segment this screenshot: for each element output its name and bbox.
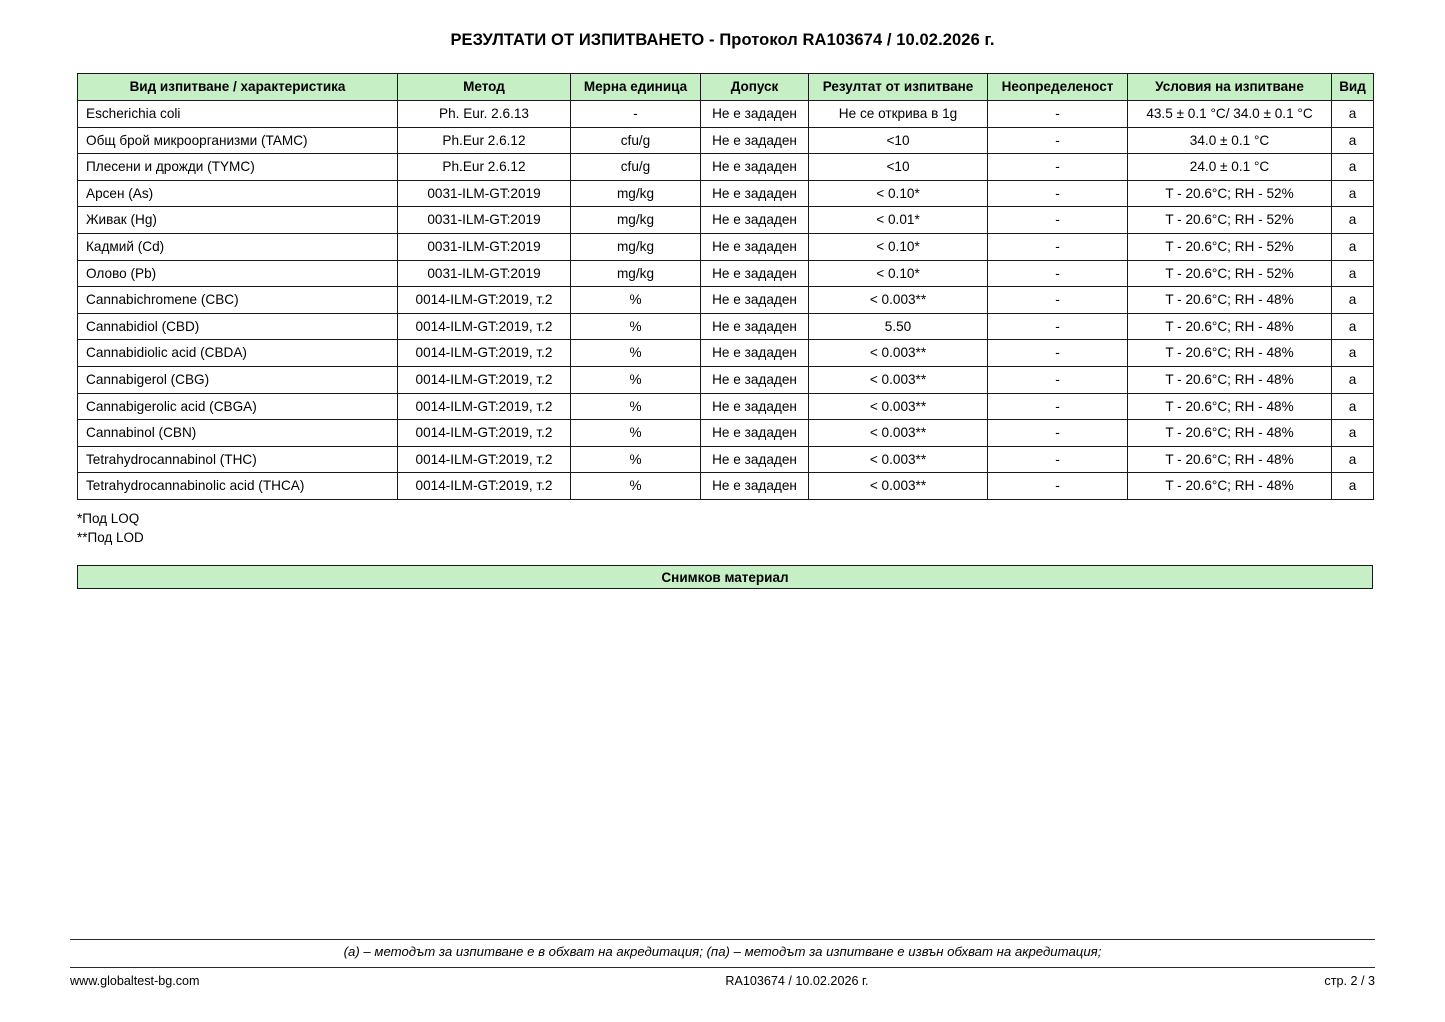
cell-uncertainty: -: [988, 313, 1128, 340]
cell-method: 0014-ILM-GT:2019, т.2: [398, 287, 571, 314]
cell-method: Ph.Eur 2.6.12: [398, 127, 571, 154]
cell-kind: а: [1332, 287, 1374, 314]
cell-test-type: Cannabinol (CBN): [78, 420, 398, 447]
cell-method: Ph.Eur 2.6.12: [398, 154, 571, 181]
column-header-unit: Мерна единица: [571, 74, 701, 101]
cell-result: < 0.10*: [809, 233, 988, 260]
table-row: [78, 233, 1374, 260]
cell-tolerance: Не е зададен: [701, 473, 809, 500]
cell-result: < 0.10*: [809, 180, 988, 207]
cell-unit: cfu/g: [571, 154, 701, 181]
cell-result: < 0.003**: [809, 340, 988, 367]
page-title: РЕЗУЛТАТИ ОТ ИЗПИТВАНЕТО - Протокол RA103674 / 10.02.2026 г.: [450, 31, 995, 49]
cell-test-type: Cannabigerolic acid (CBGA): [78, 393, 398, 420]
cell-test-type: Арсен (As): [78, 180, 398, 207]
cell-tolerance: Не е зададен: [701, 393, 809, 420]
photo-material-area: [77, 596, 1373, 926]
cell-conditions: 43.5 ± 0.1 °C/ 34.0 ± 0.1 °C: [1128, 101, 1332, 128]
cell-unit: mg/kg: [571, 260, 701, 287]
footnote-lod: **Под LOD: [77, 529, 144, 545]
cell-kind: а: [1332, 473, 1374, 500]
column-header-tolerance: Допуск: [701, 74, 809, 101]
cell-method: 0031-ILM-GT:2019: [398, 207, 571, 234]
cell-kind: а: [1332, 340, 1374, 367]
cell-uncertainty: -: [988, 473, 1128, 500]
table-header: [78, 74, 1374, 101]
cell-test-type: Общ брой микроорганизми (TAMC): [78, 127, 398, 154]
cell-method: Ph. Eur. 2.6.13: [398, 101, 571, 128]
cell-unit: %: [571, 420, 701, 447]
table-row: [78, 393, 1374, 420]
cell-tolerance: Не е зададен: [701, 446, 809, 473]
cell-method: 0031-ILM-GT:2019: [398, 180, 571, 207]
cell-unit: cfu/g: [571, 127, 701, 154]
cell-test-type: Кадмий (Cd): [78, 233, 398, 260]
cell-test-type: Tetrahydrocannabinol (THC): [78, 446, 398, 473]
table-row: [78, 287, 1374, 314]
cell-uncertainty: -: [988, 154, 1128, 181]
cell-result: < 0.003**: [809, 287, 988, 314]
cell-kind: а: [1332, 260, 1374, 287]
table-row: [78, 207, 1374, 234]
cell-tolerance: Не е зададен: [701, 260, 809, 287]
cell-tolerance: Не е зададен: [701, 420, 809, 447]
cell-uncertainty: -: [988, 393, 1128, 420]
column-header-conditions: Условия на изпитване: [1128, 74, 1332, 101]
cell-conditions: T - 20.6°C; RH - 48%: [1128, 287, 1332, 314]
cell-tolerance: Не е зададен: [701, 180, 809, 207]
cell-uncertainty: -: [988, 446, 1128, 473]
cell-method: 0014-ILM-GT:2019, т.2: [398, 446, 571, 473]
table-row: [78, 154, 1374, 181]
cell-result: Не се открива в 1g: [809, 101, 988, 128]
cell-conditions: T - 20.6°C; RH - 48%: [1128, 366, 1332, 393]
cell-kind: а: [1332, 101, 1374, 128]
cell-unit: mg/kg: [571, 207, 701, 234]
cell-uncertainty: -: [988, 207, 1128, 234]
cell-tolerance: Не е зададен: [701, 207, 809, 234]
cell-conditions: T - 20.6°C; RH - 52%: [1128, 180, 1332, 207]
cell-kind: а: [1332, 127, 1374, 154]
cell-result: 5.50: [809, 313, 988, 340]
cell-result: < 0.003**: [809, 473, 988, 500]
cell-kind: а: [1332, 154, 1374, 181]
cell-result: <10: [809, 127, 988, 154]
table-row: [78, 446, 1374, 473]
cell-unit: %: [571, 446, 701, 473]
cell-uncertainty: -: [988, 260, 1128, 287]
cell-kind: а: [1332, 446, 1374, 473]
column-header-uncertainty: Неопределеност: [988, 74, 1128, 101]
cell-unit: %: [571, 473, 701, 500]
cell-uncertainty: -: [988, 287, 1128, 314]
cell-result: <10: [809, 154, 988, 181]
cell-unit: mg/kg: [571, 233, 701, 260]
photo-section-banner: [77, 565, 1373, 589]
column-header-method: Метод: [398, 74, 571, 101]
cell-tolerance: Не е зададен: [701, 366, 809, 393]
table-header-row: [78, 74, 1374, 101]
cell-method: 0014-ILM-GT:2019, т.2: [398, 420, 571, 447]
cell-unit: %: [571, 366, 701, 393]
cell-result: < 0.01*: [809, 207, 988, 234]
table-row: [78, 340, 1374, 367]
cell-test-type: Плесени и дрожди (TYMC): [78, 154, 398, 181]
cell-test-type: Cannabidiol (CBD): [78, 313, 398, 340]
table-row: [78, 101, 1374, 128]
footnote-loq: *Под LOQ: [77, 511, 140, 526]
cell-tolerance: Не е зададен: [701, 313, 809, 340]
cell-tolerance: Не е зададен: [701, 287, 809, 314]
test-results-table: [77, 73, 1374, 500]
cell-result: < 0.003**: [809, 366, 988, 393]
photo-section-label: Снимков материал: [661, 569, 789, 585]
cell-method: 0014-ILM-GT:2019, т.2: [398, 340, 571, 367]
cell-tolerance: Не е зададен: [701, 101, 809, 128]
cell-kind: а: [1332, 420, 1374, 447]
column-header-kind: Вид: [1332, 74, 1374, 101]
footer-divider: [70, 967, 1375, 968]
cell-result: < 0.003**: [809, 420, 988, 447]
cell-result: < 0.003**: [809, 393, 988, 420]
cell-test-type: Cannabichromene (CBC): [78, 287, 398, 314]
table-row: [78, 420, 1374, 447]
page-footer: [70, 974, 1375, 988]
cell-method: 0014-ILM-GT:2019, т.2: [398, 366, 571, 393]
cell-unit: %: [571, 287, 701, 314]
cell-unit: -: [571, 101, 701, 128]
cell-conditions: T - 20.6°C; RH - 48%: [1128, 340, 1332, 367]
cell-tolerance: Не е зададен: [701, 127, 809, 154]
cell-uncertainty: -: [988, 180, 1128, 207]
cell-uncertainty: -: [988, 366, 1128, 393]
cell-unit: %: [571, 340, 701, 367]
cell-method: 0014-ILM-GT:2019, т.2: [398, 473, 571, 500]
footer-website[interactable]: www.globaltest-bg.com: [70, 974, 200, 988]
cell-unit: %: [571, 393, 701, 420]
cell-method: 0014-ILM-GT:2019, т.2: [398, 313, 571, 340]
footer-protocol: RA103674 / 10.02.2026 г.: [725, 974, 869, 988]
cell-conditions: T - 20.6°C; RH - 48%: [1128, 473, 1332, 500]
cell-conditions: T - 20.6°C; RH - 48%: [1128, 420, 1332, 447]
cell-kind: а: [1332, 207, 1374, 234]
cell-test-type: Олово (Pb): [78, 260, 398, 287]
cell-uncertainty: -: [988, 127, 1128, 154]
cell-conditions: 24.0 ± 0.1 °C: [1128, 154, 1332, 181]
table-row: [78, 127, 1374, 154]
cell-conditions: 34.0 ± 0.1 °C: [1128, 127, 1332, 154]
cell-result: < 0.10*: [809, 260, 988, 287]
cell-conditions: T - 20.6°C; RH - 52%: [1128, 207, 1332, 234]
cell-kind: а: [1332, 313, 1374, 340]
cell-test-type: Cannabigerol (CBG): [78, 366, 398, 393]
cell-tolerance: Не е зададен: [701, 233, 809, 260]
table-row: [78, 313, 1374, 340]
table-row: [78, 260, 1374, 287]
column-header-result: Резултат от изпитване: [809, 74, 988, 101]
cell-conditions: T - 20.6°C; RH - 52%: [1128, 260, 1332, 287]
accreditation-divider: [70, 939, 1375, 940]
accreditation-note: (а) – методът за изпитване е в обхват на акредитация; (па) – методът за изпитване е извън обхват на акредитация;: [343, 944, 1102, 959]
cell-kind: а: [1332, 366, 1374, 393]
cell-conditions: T - 20.6°C; RH - 48%: [1128, 446, 1332, 473]
cell-conditions: T - 20.6°C; RH - 48%: [1128, 393, 1332, 420]
table-row: [78, 180, 1374, 207]
cell-kind: а: [1332, 233, 1374, 260]
cell-unit: %: [571, 313, 701, 340]
cell-method: 0031-ILM-GT:2019: [398, 260, 571, 287]
cell-test-type: Живак (Hg): [78, 207, 398, 234]
cell-method: 0014-ILM-GT:2019, т.2: [398, 393, 571, 420]
cell-uncertainty: -: [988, 233, 1128, 260]
table-row: [78, 366, 1374, 393]
cell-uncertainty: -: [988, 101, 1128, 128]
cell-test-type: Cannabidiolic acid (CBDA): [78, 340, 398, 367]
cell-conditions: T - 20.6°C; RH - 52%: [1128, 233, 1332, 260]
cell-test-type: Escherichia coli: [78, 101, 398, 128]
cell-kind: а: [1332, 180, 1374, 207]
cell-result: < 0.003**: [809, 446, 988, 473]
column-header-test-type: Вид изпитване / характеристика: [78, 74, 398, 101]
cell-uncertainty: -: [988, 340, 1128, 367]
table-footnotes: [77, 510, 144, 547]
table-body: [78, 101, 1374, 500]
cell-test-type: Tetrahydrocannabinolic acid (THCA): [78, 473, 398, 500]
footer-page-number: стр. 2 / 3: [1324, 974, 1375, 988]
cell-uncertainty: -: [988, 420, 1128, 447]
cell-conditions: T - 20.6°C; RH - 48%: [1128, 313, 1332, 340]
cell-method: 0031-ILM-GT:2019: [398, 233, 571, 260]
cell-kind: а: [1332, 393, 1374, 420]
cell-unit: mg/kg: [571, 180, 701, 207]
cell-tolerance: Не е зададен: [701, 340, 809, 367]
cell-tolerance: Не е зададен: [701, 154, 809, 181]
table-row: [78, 473, 1374, 500]
